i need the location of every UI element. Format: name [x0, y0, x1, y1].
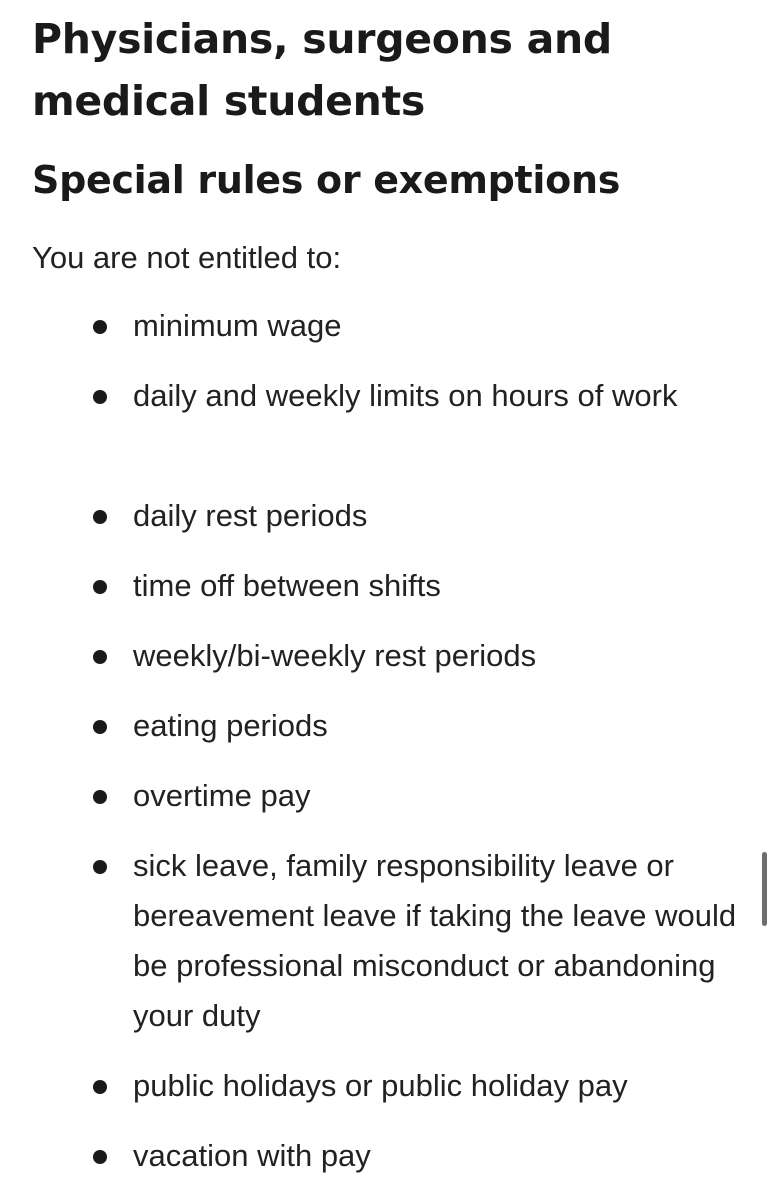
- list-item-text: weekly/bi-weekly rest periods: [133, 638, 537, 673]
- list-item-text: eating periods: [133, 708, 328, 743]
- list-item-text: time off between shifts: [133, 568, 441, 603]
- list-item-text: minimum wage: [133, 308, 342, 343]
- list-item-text: public holidays or public holiday pay: [133, 1068, 628, 1103]
- bullet-icon: [93, 720, 107, 734]
- list-item-text: daily and weekly limits on hours of work: [133, 378, 678, 413]
- bullet-icon: [93, 320, 107, 334]
- bullet-icon: [93, 790, 107, 804]
- bullet-icon: [93, 510, 107, 524]
- bullet-icon: [93, 390, 107, 404]
- scrollbar[interactable]: [762, 852, 767, 926]
- list-item-text: overtime pay: [133, 778, 311, 813]
- list-item-text: daily rest periods: [133, 498, 368, 533]
- bullet-icon: [93, 580, 107, 594]
- bullet-icon: [93, 650, 107, 664]
- bullet-icon: [93, 860, 107, 874]
- bullet-icon: [93, 1150, 107, 1164]
- section-heading: Special rules or exemptions: [32, 158, 621, 202]
- bullet-icon: [93, 1080, 107, 1094]
- page-title: Physicians, surgeons and medical students: [32, 15, 612, 125]
- intro-text: You are not entitled to:: [32, 240, 342, 275]
- list-item-text: sick leave, family responsibility leave or bereavement leave if taking the leave would be professional misconduct or abandoning your duty: [133, 848, 737, 1033]
- list-item-text: vacation with pay: [133, 1138, 371, 1173]
